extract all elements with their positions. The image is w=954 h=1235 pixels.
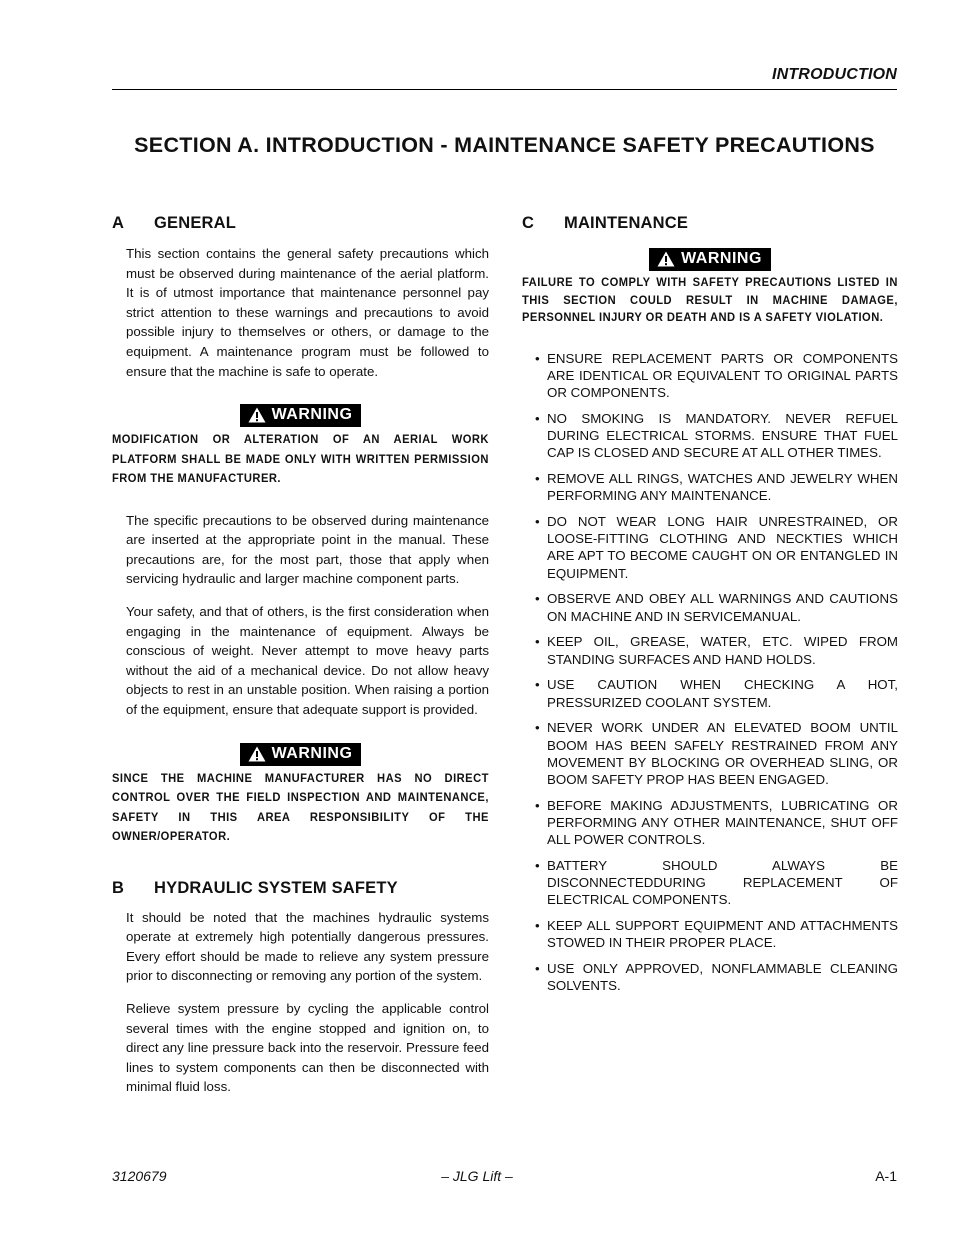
warning-box-2 [112, 743, 489, 767]
header-rule [112, 89, 897, 90]
warning-label: WARNING [681, 250, 762, 267]
warning-triangle-icon [657, 251, 675, 267]
footer-doc-number: 3120679 [112, 1168, 167, 1184]
section-c-title: MAINTENANCE [564, 214, 689, 232]
section-b-letter: B [112, 878, 125, 897]
list-item: • REMOVE ALL RINGS, WATCHES AND JEWELRY WHEN PERFORMING ANY MAINTENANCE. [522, 470, 898, 504]
warning-box-3 [522, 248, 898, 272]
right-column [522, 212, 898, 1003]
list-item: • KEEP ALL SUPPORT EQUIPMENT AND ATTACHMENTS STOWED IN THEIR PROPER PLACE. [522, 917, 898, 951]
warning-text-1: MODIFICATION OR ALTERATION OF AN AERIAL WORK PLATFORM SHALL BE MADE ONLY WITH WRITTEN PERMISSION FROM THE MANUFACTURER. [112, 432, 489, 486]
list-item: • KEEP OIL, GREASE, WATER, ETC. WIPED FROM STANDING SURFACES AND HAND HOLDS. [522, 633, 898, 667]
list-item: • USE CAUTION WHEN CHECKING A HOT, PRESSURIZED COOLANT SYSTEM. [522, 676, 898, 710]
warning-badge [240, 404, 362, 427]
list-item: • OBSERVE AND OBEY ALL WARNINGS AND CAUTIONS ON MACHINE AND IN SERVICEMANUAL. [522, 590, 898, 624]
section-a-letter: A [112, 214, 125, 232]
warning-badge [649, 248, 771, 271]
warning-badge [240, 743, 362, 766]
section-b-heading [112, 877, 489, 899]
section-a-paragraph-3: Your safety, and that of others, is the first consideration when engaging in the maintenance of equipment. Always be conscious of weight. Never attempt to move heavy parts without the aid of a mechanical device. Do not allow heavy objects to rest in an unstable position. When raising a portion of the equipment, ensure that adequate support is provided. [126, 604, 489, 717]
section-c-heading [522, 212, 898, 234]
section-a-paragraph-1: This section contains the general safety precautions which must be observed during maintenance of the aerial platform. It is of utmost importance that maintenance personnel pay strict attention to these warnings and precautions to avoid possible injury to themselves or others, or damage to the equipment. A maintenance program must be followed to ensure that the machine is safe to operate. [126, 246, 489, 379]
list-item: • DO NOT WEAR LONG HAIR UNRESTRAINED, OR LOOSE-FITTING CLOTHING AND NECKTIES WHICH ARE APT TO BECOME CAUGHT ON OR ENTANGLED IN EQUIPMENT. [522, 513, 898, 582]
left-column [112, 212, 489, 1097]
warning-text-3: FAILURE TO COMPLY WITH SAFETY PRECAUTIONS LISTED IN THIS SECTION COULD RESULT IN MACHINE DAMAGE, PERSONNEL INJURY OR DEATH AND IS A SAFETY VIOLATION. [522, 275, 898, 324]
section-a-paragraph-2: The specific precautions to be observed during maintenance are inserted at the appropriate point in the manual. These precautions are, for the most part, those that apply when servicing hydraulic and larger machine component parts. [126, 512, 489, 587]
list-item: • NO SMOKING IS MANDATORY. NEVER REFUEL DURING ELECTRICAL STORMS. ENSURE THAT FUEL CAP IS CLOSED AND SECURE AT ALL OTHER TIMES. [522, 410, 898, 462]
warning-label: WARNING [271, 406, 353, 424]
warning-text-2: SINCE THE MACHINE MANUFACTURER HAS NO DIRECT CONTROL OVER THE FIELD INSPECTION AND MAINTENANCE, SAFETY IN THIS AREA RESPONSIBILITY OF THE OWNER/OPERATOR. [112, 770, 489, 844]
list-item: • USE ONLY APPROVED, NONFLAMMABLE CLEANING SOLVENTS. [522, 960, 898, 994]
list-item: • BEFORE MAKING ADJUSTMENTS, LUBRICATING OR PERFORMING ANY OTHER MAINTENANCE, SHUT OFF ALL POWER CONTROLS. [522, 797, 898, 849]
section-b-paragraph-1: It should be noted that the machines hydraulic systems operate at extremely high potentially dangerous pressures. Every effort should be made to relieve any system pressure prior to disconnecting or removing any portion of the system. [126, 909, 489, 984]
section-b-paragraph-2: Relieve system pressure by cycling the applicable control several times with the engine stopped and ignition on, to direct any line pressure back into the reservoir. Pressure feed lines to system components can then be disconnected with minimal fluid loss. [126, 1000, 489, 1095]
section-a-heading [112, 212, 489, 234]
list-item: • ENSURE REPLACEMENT PARTS OR COMPONENTS ARE IDENTICAL OR EQUIVALENT TO ORIGINAL PARTS OR COMPONENTS. [522, 350, 898, 402]
section-b-title: HYDRAULIC SYSTEM SAFETY [154, 878, 398, 897]
footer-publisher: – JLG Lift – [441, 1168, 513, 1184]
warning-box-1 [112, 404, 489, 428]
warning-triangle-icon [248, 746, 266, 762]
list-item: • BATTERY SHOULD ALWAYS BE DISCONNECTEDDURING REPLACEMENT OF ELECTRICAL COMPONENTS. [522, 857, 898, 909]
footer-page-number: A-1 [875, 1168, 897, 1184]
section-c-letter: C [522, 214, 535, 232]
page-title: SECTION A. INTRODUCTION - MAINTENANCE SAFETY PRECAUTIONS [134, 133, 875, 157]
list-item: • NEVER WORK UNDER AN ELEVATED BOOM UNTIL BOOM HAS BEEN SAFELY RESTRAINED FROM ANY MOVEMENT BY BLOCKING OR OVERHEAD SLING, OR BOOM SAFETY PROP HAS BEEN ENGAGED. [522, 719, 898, 788]
warning-label: WARNING [271, 744, 353, 762]
maintenance-bullet-list [522, 350, 898, 995]
warning-triangle-icon [248, 407, 266, 423]
section-a-title: GENERAL [154, 214, 237, 232]
header-title: INTRODUCTION [771, 66, 897, 83]
